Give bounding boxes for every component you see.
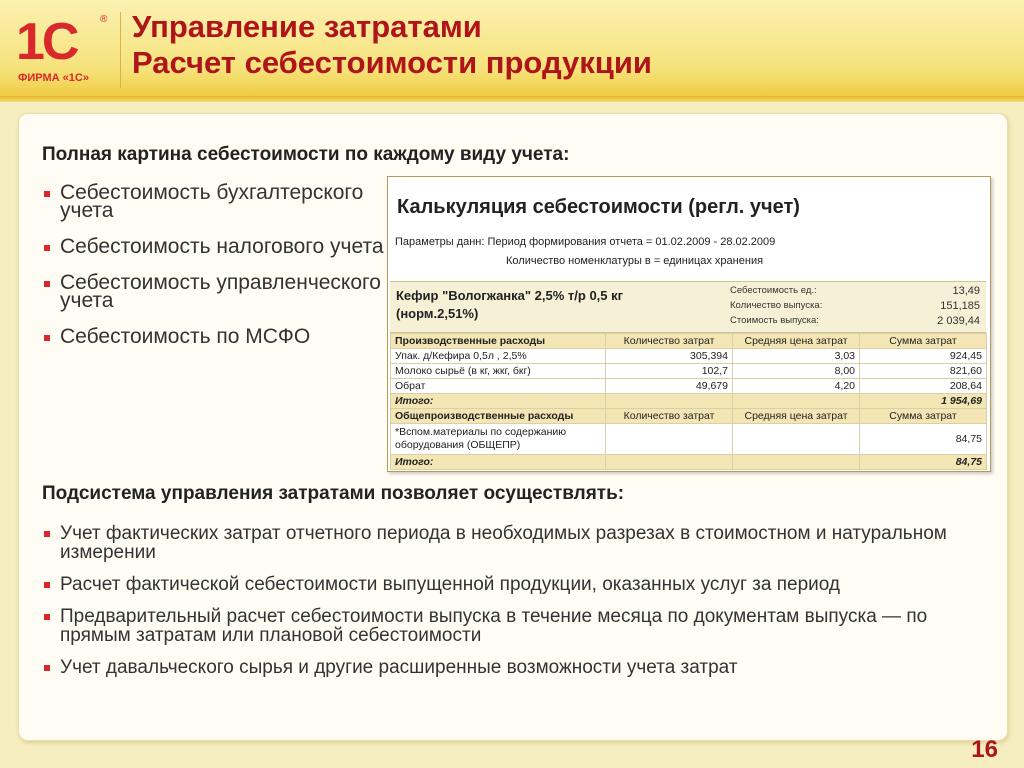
product-output-qty (690, 300, 984, 315)
product-output-cost (690, 315, 984, 330)
table-header-cell: Количество затрат (606, 334, 733, 349)
table-row (391, 364, 987, 379)
table-cell: 924,45 (860, 349, 987, 364)
list-item: Предварительный расчет себестоимости выпуска в течение месяца по документам выпуска — по прямым затратам или плановой себестоимости (44, 607, 984, 645)
table-header-cell: Сумма затрат (860, 334, 987, 349)
slide-title-line1: Управление затратами (132, 9, 482, 44)
report-params-units: Количество номенклатуры в = единицах хранения (506, 255, 764, 267)
table-cell: 305,394 (606, 349, 733, 364)
table-total-row (391, 455, 987, 470)
slide-title-line2: Расчет себестоимости продукции (132, 45, 652, 80)
list-item: Учет фактических затрат отчетного периода в необходимых разрезах в стоимостном и натуральном измерении (44, 524, 984, 562)
table-cell (606, 394, 733, 409)
table-cell (733, 424, 860, 455)
product-row-value: 13,49 (952, 285, 980, 297)
table-cell (606, 424, 733, 455)
table-header-cell: Средняя цена затрат (733, 334, 860, 349)
table-cell: Упак. д/Кефира 0,5л , 2,5% (391, 349, 606, 364)
header-divider (120, 12, 121, 88)
report-params-period: Параметры данн: Период формирования отчета = 01.02.2009 - 28.02.2009 (395, 236, 776, 248)
table-cell: 1 954,69 (860, 394, 987, 409)
table-cell: Обрат (391, 379, 606, 394)
product-row-value: 151,185 (940, 300, 980, 312)
table-header-direct (391, 334, 987, 349)
product-name-line1: Кефир "Вологжанка" 2,5% т/р 0,5 кг (396, 288, 624, 303)
list-item: Себестоимость налогового учета (44, 238, 384, 256)
table-row (391, 424, 987, 455)
table-cell (606, 455, 733, 470)
product-name-line2: (норм.2,51%) (396, 306, 479, 321)
section1-heading: Полная картина себестоимости по каждому виду учета: (42, 144, 570, 165)
table-cell: 8,00 (733, 364, 860, 379)
product-row-label: Количество выпуска: (730, 300, 823, 311)
table-cell: Итого: (391, 394, 606, 409)
table-cell: 49,679 (606, 379, 733, 394)
table-header-cell: Общепроизводственные расходы (391, 409, 606, 424)
table-cell: 208,64 (860, 379, 987, 394)
list-item: Учет давальческого сырья и другие расширенные возможности учета затрат (44, 658, 984, 677)
company-logo (12, 10, 112, 90)
table-cell: 102,7 (606, 364, 733, 379)
section2-heading: Подсистема управления затратами позволяет осуществлять: (42, 483, 625, 504)
table-header-cell: Количество затрат (606, 409, 733, 424)
logo-registered-icon: ® (100, 14, 108, 25)
header-underline (0, 96, 1024, 102)
table-cell: 821,60 (860, 364, 987, 379)
logo-caption: ФИРМА «1С» (18, 72, 89, 84)
list-item: Расчет фактической себестоимости выпущенной продукции, оказанных услуг за период (44, 575, 984, 594)
table-row (391, 349, 987, 364)
table-header-overhead (391, 409, 987, 424)
logo-mark: 1С (16, 13, 77, 71)
table-header-cell: Сумма затрат (860, 409, 987, 424)
report-title: Калькуляция себестоимости (регл. учет) (397, 196, 800, 218)
product-row-label: Себестоимость ед.: (730, 285, 817, 296)
table-cell: 84,75 (860, 455, 987, 470)
section2-list (44, 524, 984, 690)
product-block (390, 281, 986, 333)
table-cell (733, 455, 860, 470)
cost-report-screenshot (387, 176, 991, 472)
table-header-cell: Производственные расходы (391, 334, 606, 349)
cost-table (390, 333, 987, 470)
table-cell: *Вспом.материалы по содержанию оборудования (ОБЩЕПР) (391, 424, 606, 455)
table-row (391, 379, 987, 394)
section1-list (44, 181, 384, 364)
product-unit-cost (690, 285, 984, 300)
page-number: 16 (971, 736, 998, 763)
list-item: Себестоимость бухгалтерского учета (44, 184, 384, 220)
table-cell: Итого: (391, 455, 606, 470)
table-cell (733, 394, 860, 409)
product-name (396, 287, 623, 323)
list-item: Себестоимость управленческого учета (44, 274, 384, 310)
table-header-cell: Средняя цена затрат (733, 409, 860, 424)
table-cell: Молоко сырьё (в кг, жкг, бкг) (391, 364, 606, 379)
product-row-label: Стоимость выпуска: (730, 315, 819, 326)
table-total-row (391, 394, 987, 409)
product-row-value: 2 039,44 (937, 315, 980, 327)
table-cell: 84,75 (860, 424, 987, 455)
table-cell: 3,03 (733, 349, 860, 364)
list-item: Себестоимость по МСФО (44, 328, 384, 346)
table-cell: 4,20 (733, 379, 860, 394)
